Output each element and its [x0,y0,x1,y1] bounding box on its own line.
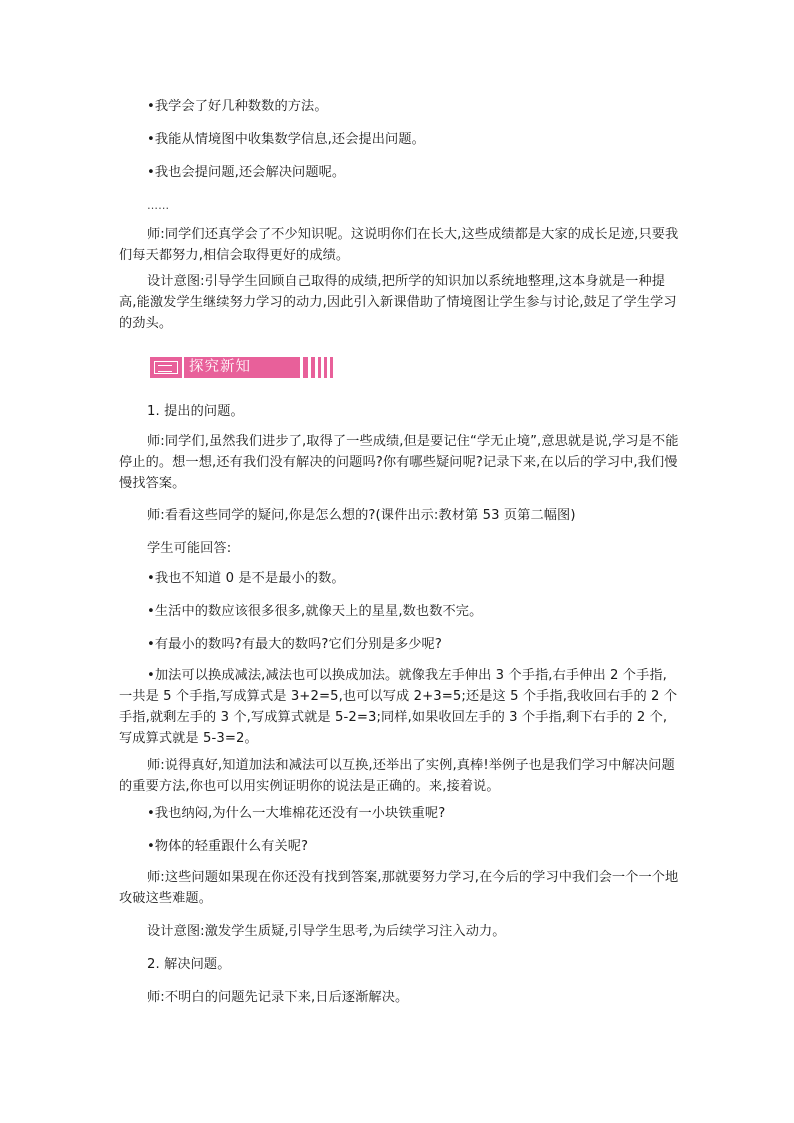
bullet-item: •我也不知道 0 是不是最小的数。 [147,571,345,586]
section-heading: 1. 提出的问题。 [147,404,244,419]
teacher-paragraph: 师:这些问题如果现在你还没有找到答案,那就要努力学习,在今后的学习中我们会一个一个地攻破这些难题。 [119,870,679,906]
section-title-bar [184,357,300,378]
banner-stripe [318,357,321,378]
banner-stripe [330,357,333,378]
ellipsis: …… [147,199,170,212]
bullet-item: •我学会了好几种数数的方法。 [147,99,328,114]
bullet-item: •加法可以换成减法,减法也可以换成加法。就像我左手伸出 3 个手指,右手伸出 2 个手指,一共是 5 个手指,写成算式是 3+2=5,也可以写成 2+3=5;还是这 5 个手指,我收回右手的 2 个手指,就剩左手的 3 个,写成算式就是 5-2=3;同样,如果收回左手的 3 个手指,剩下右手的 2 个,写成算式就是 5-3=2。 [119,668,678,746]
teacher-paragraph: 师:看看这些同学的疑问,你是怎么想的?(课件出示:教材第 53 页第二幅图) [147,508,576,523]
teacher-paragraph: 师:同学们,虽然我们进步了,取得了一些成绩,但是要记住“学无止境”,意思就是说,学习是不能停止的。想一想,还有我们没有解决的问题吗?你有哪些疑问呢?记录下来,在以后的学习中,我们慢慢找答案。 [119,434,679,491]
section-heading: 2. 解决问题。 [147,957,231,972]
teacher-paragraph: 师:同学们还真学会了不少知识呢。这说明你们在长大,这些成绩都是大家的成长足迹,只要我们每天都努力,相信会取得更好的成绩。 [119,227,679,263]
bullet-item: •我也会提问题,还会解决问题呢。 [147,165,346,180]
banner-stripe [303,357,308,378]
bullet-item: •物体的轻重跟什么有关呢? [147,839,309,854]
design-intent-paragraph: 设计意图:激发学生质疑,引导学生思考,为后续学习注入动力。 [147,924,506,939]
bullet-item: •有最小的数吗?有最大的数吗?它们分别是多少呢? [147,637,442,652]
design-intent-paragraph: 设计意图:引导学生回顾自己取得的成绩,把所学的知识加以系统地整理,这本身就是一种提高,能激发学生继续努力学习的动力,因此引入新课借助了情境图让学生参与讨论,鼓足了学生学习的劲头。 [119,274,677,331]
section-banner [150,357,333,378]
bullet-item: •生活中的数应该很多很多,就像天上的星星,数也数不完。 [147,604,483,619]
static-text: 学生可能回答: [147,541,232,556]
section-title: 探究新知 [189,359,251,375]
section-icon [150,357,182,378]
bullet-item: •我能从情境图中收集数学信息,还会提出问题。 [147,132,425,147]
banner-stripe [324,357,327,378]
teacher-paragraph: 师:不明白的问题先记录下来,日后逐渐解决。 [147,990,409,1005]
bullet-item: •我也纳闷,为什么一大堆棉花还没有一小块铁重呢? [147,806,446,821]
teacher-paragraph: 师:说得真好,知道加法和减法可以互换,还举出了实例,真棒!举例子也是我们学习中解决问题的重要方法,你也可以用实例证明你的说法是正确的。来,接着说。 [119,758,675,794]
banner-stripe [311,357,315,378]
